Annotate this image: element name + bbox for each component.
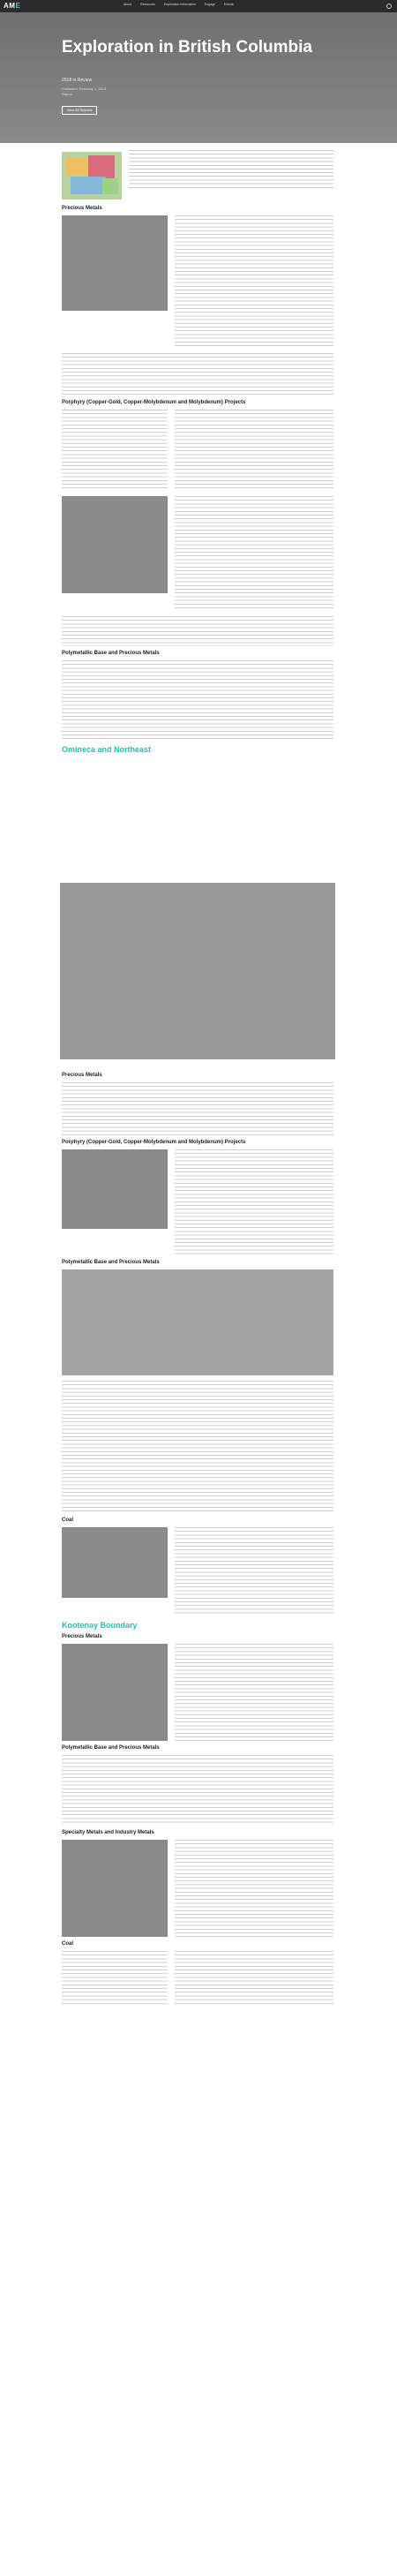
- heading-porphyry: Porphyry (Copper-Gold, Copper-Molybdenum and Molybdenum) Projects: [62, 400, 246, 405]
- wide-image: [62, 1269, 333, 1375]
- section-block-2: [62, 1068, 333, 2004]
- nav-link-resources[interactable]: Resources: [140, 3, 155, 6]
- heading-precious-metals-2: Precious Metals: [62, 1073, 102, 1078]
- nav-link-about[interactable]: About: [124, 3, 132, 6]
- region-map: [62, 152, 122, 200]
- site-logo[interactable]: AME: [4, 2, 21, 10]
- figure-image: [62, 215, 168, 311]
- figure-image: [62, 496, 168, 593]
- figure-image: [62, 1149, 168, 1229]
- publish-meta: Published: February 1, 2019 Report: [62, 87, 107, 96]
- heading-precious-metals-3: Precious Metals: [62, 1634, 102, 1639]
- nav-links: [124, 3, 234, 6]
- heading-polymetallic-3: Polymetallic Base and Precious Metals: [62, 1745, 160, 1751]
- page-subtitle: 2018 in Review: [62, 78, 93, 83]
- section-block-1: [62, 201, 333, 758]
- image-gallery: [60, 883, 335, 1059]
- heading-polymetallic-2: Polymetallic Base and Precious Metals: [62, 1260, 160, 1265]
- top-navigation: [0, 0, 397, 12]
- heading-coal-2: Coal: [62, 1941, 74, 1947]
- heading-omineca: Omineca and Northeast: [62, 745, 152, 754]
- heading-porphyry-2: Porphyry (Copper-Gold, Copper-Molybdenum and Molybdenum) Projects: [62, 1140, 246, 1145]
- figure-image: [62, 1644, 168, 1741]
- hero-banner: [0, 0, 397, 143]
- figure-image: [62, 1840, 168, 1937]
- heading-precious-metals: Precious Metals: [62, 206, 102, 211]
- heading-specialty: Specialty Metals and Industry Metals: [62, 1830, 154, 1835]
- view-all-reports-button[interactable]: View All Reports: [62, 106, 97, 115]
- intro-text: [129, 150, 333, 191]
- page-title: Exploration in British Columbia: [62, 38, 312, 56]
- heading-polymetallic: Polymetallic Base and Precious Metals: [62, 651, 160, 656]
- nav-link-events[interactable]: Events: [223, 3, 234, 6]
- heading-kootenay: Kootenay Boundary: [62, 1621, 138, 1630]
- search-icon[interactable]: [386, 4, 392, 9]
- heading-coal: Coal: [62, 1518, 74, 1523]
- figure-image: [62, 1527, 168, 1598]
- nav-link-engage[interactable]: Engage: [204, 3, 215, 6]
- nav-link-exploration[interactable]: Exploration Information: [163, 3, 196, 6]
